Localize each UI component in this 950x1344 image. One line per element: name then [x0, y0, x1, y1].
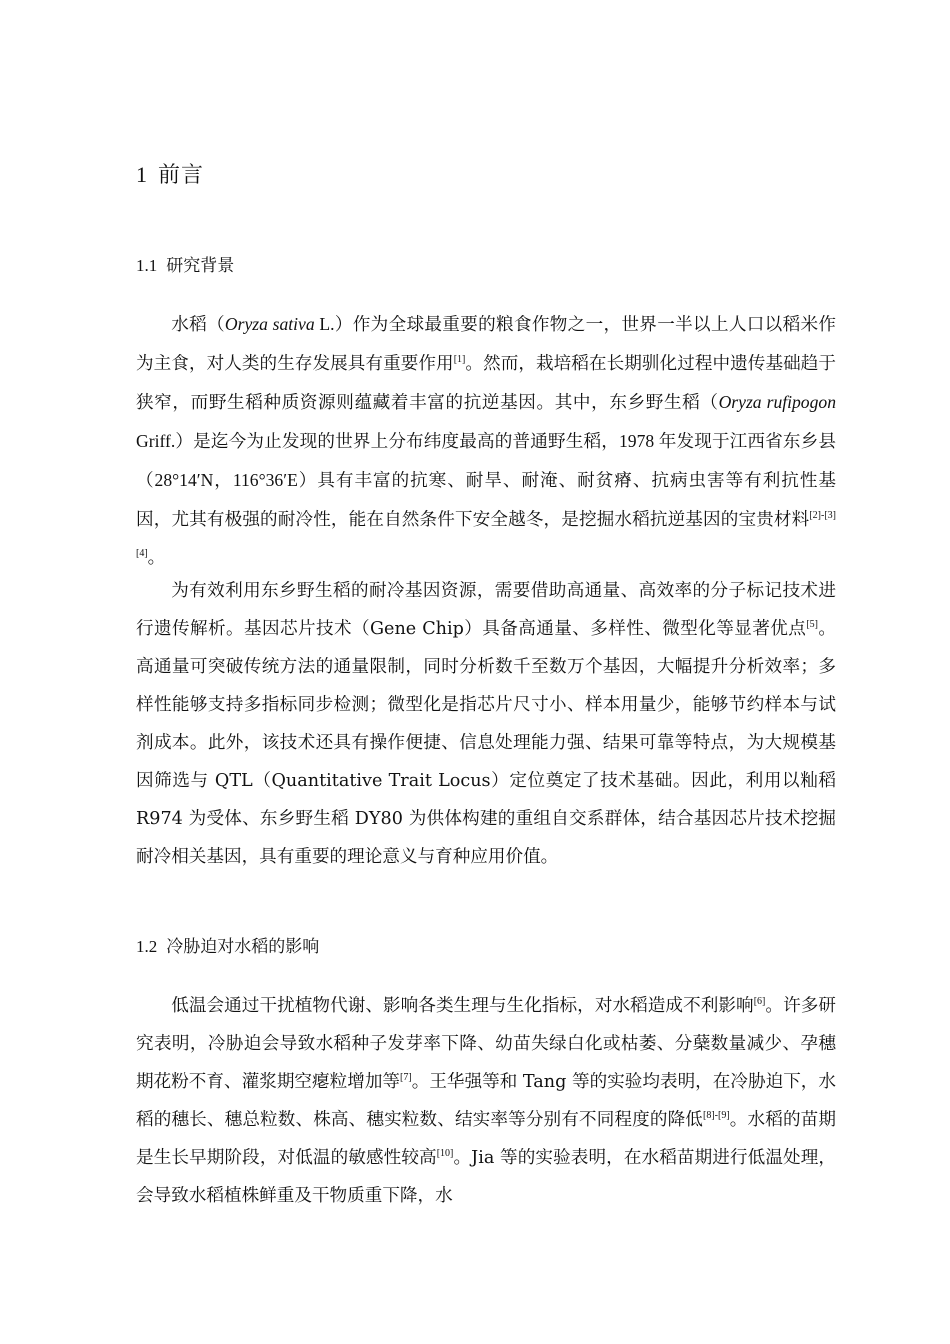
species-name: Oryza rufipogon	[718, 392, 836, 412]
paragraph-background-1	[136, 305, 836, 577]
citation: [8]-[9]	[703, 1110, 730, 1121]
subsection-number: 1.1	[136, 256, 158, 275]
species-name: Oryza sativa	[224, 314, 315, 334]
citation: [10]	[436, 1148, 454, 1159]
text-run: L.）作为全球最重要的粮食作物之一，世界一半以上人口以稻米作为主食，对人类的生存发展具有重要作用	[136, 314, 836, 373]
text-run: Griff.）是迄今为止发现的世界上分布纬度最高的普通野生稻，1978 年发现于江西省东乡县（28°14′N，116°36′E）具有丰富的抗寒、耐旱、耐淹、耐贫瘠、抗病虫害等有利抗性基因，尤其有极强的耐冷性，能在自然条件下安全越冬，是挖掘水稻抗逆基因的宝贵材料	[136, 431, 836, 529]
section-title: 前言	[158, 163, 205, 188]
text-run: 。	[147, 548, 166, 568]
subsection-number: 1.2	[136, 937, 158, 956]
section-heading-1	[136, 158, 204, 189]
text-run: 为有效利用东乡野生稻的耐冷基因资源，需要借助高通量、高效率的分子标记技术进行遗传解析。基因芯片技术（Gene Chip）具备高通量、多样性、微型化等显著优点	[136, 581, 836, 639]
subsection-title: 冷胁迫对水稻的影响	[166, 937, 320, 957]
text-run: 。王华强等和 Tang 等的实验均表明，在冷胁迫下，水稻的穗长、穗总粒数、株高、穗实粒数、结实率等分别有不同程度的降低	[136, 1072, 836, 1130]
citation: [2]-[3][4]	[136, 510, 836, 559]
text-run: 。然而，栽培稻在长期驯化过程中遗传基础趋于狭窄，而野生稻种质资源则蕴藏着丰富的抗逆基因。其中，东乡野生稻（	[136, 354, 836, 413]
text-run: 。Jia 等的实验表明，在水稻苗期进行低温处理，会导致水稻植株鲜重及干物质重下降，水	[136, 1148, 836, 1206]
text-run: 低温会通过干扰植物代谢、影响各类生理与生化指标，对水稻造成不利影响	[171, 996, 754, 1016]
citation: [1]	[453, 354, 466, 365]
text-run: 。高通量可突破传统方法的通量限制，同时分析数千至数万个基因，大幅提升分析效率；多样性能够支持多指标同步检测；微型化是指芯片尺寸小、样本用量少，能够节约样本与试剂成本。此外，该技术还具有操作便捷、信息处理能力强、结果可靠等特点，为大规模基因筛选与 QTL（Quantitative Trait Locus）定位奠定了技术基础。因此，利用以籼稻 R974 为受体、东乡野生稻 DY80 为供体构建的重组自交系群体，结合基因芯片技术挖掘耐冷相关基因，具有重要的理论意义与育种应用价值。	[136, 619, 836, 867]
citation: [7]	[400, 1072, 412, 1083]
subsection-title: 研究背景	[166, 256, 235, 276]
text-run: 。许多研究表明，冷胁迫会导致水稻种子发芽率下降、幼苗失绿白化或枯萎、分蘖数量减少、孕穗期花粉不育、灌浆期空瘪粒增加等	[136, 996, 836, 1092]
citation: [6]	[753, 996, 766, 1007]
subsection-heading-1-2	[136, 932, 319, 957]
citation: [5]	[806, 619, 818, 630]
paragraph-background-2	[136, 572, 836, 876]
paragraph-cold-stress	[136, 987, 836, 1215]
subsection-heading-1-1	[136, 251, 234, 276]
text-run: 水稻（	[171, 315, 225, 335]
section-number: 1	[136, 162, 148, 187]
text-run: 。水稻的苗期是生长早期阶段，对低温的敏感性较高	[136, 1110, 836, 1168]
